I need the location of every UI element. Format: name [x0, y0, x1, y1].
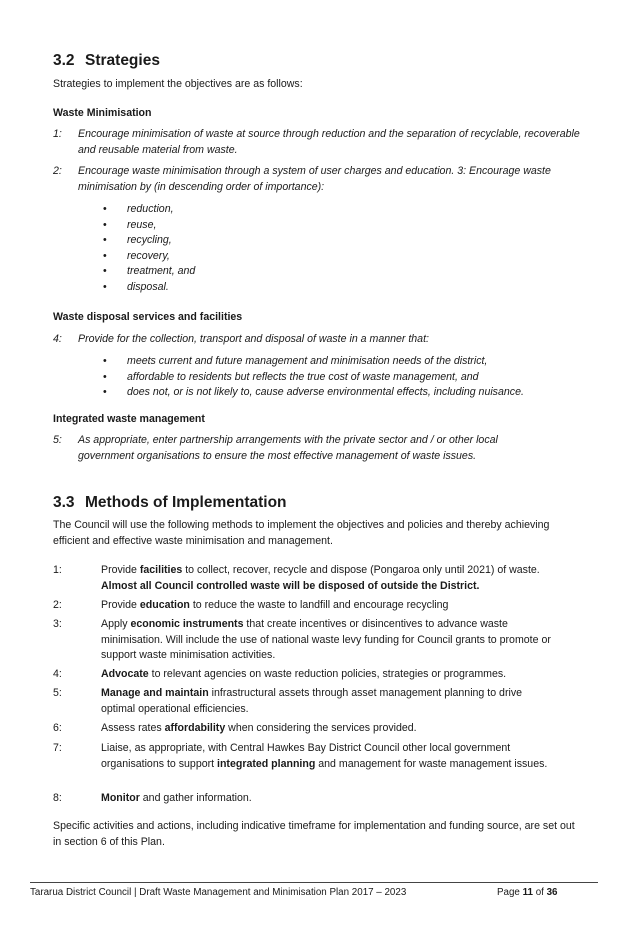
item-number: 1: [53, 564, 62, 576]
item-text: Encourage minimisation of waste at source through reduction and the separation of recyclable, recoverable and reusable material from waste. [78, 128, 580, 156]
item-number: 2: [53, 165, 62, 177]
item-number: 8: [53, 792, 62, 804]
emphasis: education [139, 599, 190, 611]
strategy-item-4 [53, 332, 588, 348]
item-text: Provide for the collection, transport and disposal of waste in a manner that: [78, 333, 429, 345]
method-item-6: 6: Assess rates affordability when considering the services provided. [53, 721, 553, 737]
item-text: As appropriate, enter partnership arrangements with the private sector and / or other local government organisations to ensure the most effective management of waste issues. [78, 434, 498, 462]
list-item: • does not, or is not likely to, cause adverse environmental effects, including nuisance. [103, 385, 524, 401]
emphasis: Advocate [101, 668, 149, 680]
strategy-item-1 [53, 127, 588, 158]
methods-closing: Specific activities and actions, including indicative timeframe for implementation and funding source, are set out in section 6 of this Plan. [53, 820, 575, 848]
subheading-waste-minimisation: Waste Minimisation [53, 107, 152, 119]
emphasis: Manage and maintain [101, 687, 209, 699]
subheading-integrated-management: Integrated waste management [53, 413, 205, 425]
item-number: 4: [53, 668, 62, 680]
item-text: Encourage waste minimisation through a system of user charges and education. 3: Encourage waste minimisation by (in descending order of importance): [78, 165, 551, 193]
emphasis: facilities [139, 564, 183, 576]
list-item: • recovery, [103, 249, 195, 265]
section-heading-methods [53, 494, 287, 512]
item-number: 7: [53, 742, 62, 754]
list-item: • meets current and future management and minimisation needs of the district, [103, 354, 524, 370]
footer-page-number: Page 11 of 36 [497, 887, 558, 898]
emphasis: integrated planning [217, 757, 316, 770]
strategies-intro: Strategies to implement the objectives are as follows: [53, 78, 303, 90]
disposal-criteria-list [103, 354, 524, 401]
item-number: 3: [53, 618, 62, 630]
method-item-4: 4: Advocate to relevant agencies on waste reduction policies, strategies or programmes. [53, 667, 553, 683]
emphasis: Monitor [101, 792, 140, 804]
list-item: • recycling, [103, 233, 195, 249]
section-number: 3.3 [53, 494, 75, 511]
section-number: 3.2 [53, 52, 75, 69]
total-pages: 36 [546, 887, 558, 898]
current-page: 11 [522, 887, 533, 898]
section-title: Strategies [85, 52, 160, 69]
section-heading-strategies [53, 52, 160, 70]
method-item-1: 1: Provide facilities to collect, recover, recycle and dispose (Pongaroa only until 2021) of waste. Almost all Council controlled waste will be disposed of outside the District. [53, 564, 540, 592]
methods-intro: The Council will use the following methods to implement the objectives and policies and thereby achieving efficient and effective waste minimisation and management. [53, 519, 550, 547]
footer-document-title: Tararua District Council | Draft Waste Management and Minimisation Plan 2017 – 2023 [30, 887, 407, 898]
method-item-5: 5: Manage and maintain infrastructural assets through asset management planning to drive optimal operational efficiencies. [53, 687, 523, 715]
emphasis: Almost all Council controlled waste will be disposed of outside the District. [101, 579, 480, 592]
list-item: • disposal. [103, 280, 195, 296]
waste-hierarchy-list [103, 202, 195, 295]
item-number: 1: [53, 128, 62, 140]
subheading-disposal-services: Waste disposal services and facilities [53, 311, 243, 323]
item-number: 4: [53, 333, 62, 345]
item-number: 6: [53, 722, 62, 734]
method-item-8: 8: Monitor and gather information. [53, 791, 553, 807]
strategy-item-2 [53, 164, 588, 195]
emphasis: economic instruments [130, 618, 244, 630]
method-item-3: 3: Apply economic instruments that create incentives or disincentives to advance waste minimisation. Will include the use of national waste levy funding for Council grants to promote or support waste minimisation activities. [53, 618, 551, 661]
list-item: • treatment, and [103, 264, 195, 280]
list-item: • reduction, [103, 202, 195, 218]
list-item: • affordable to residents but reflects the true cost of waste management, and [103, 370, 524, 386]
item-number: 5: [53, 687, 62, 699]
item-number: 5: [53, 434, 62, 446]
emphasis: affordability [164, 722, 226, 734]
footer-divider [30, 882, 598, 883]
strategy-item-5 [53, 433, 518, 464]
method-item-7: 7: Liaise, as appropriate, with Central Hawkes Bay District Council other local government organisations to support integrated planning and management for waste management issues. [53, 742, 548, 770]
list-item: • reuse, [103, 218, 195, 234]
section-title: Methods of Implementation [85, 494, 287, 511]
item-number: 2: [53, 599, 62, 611]
method-item-2: 2: Provide education to reduce the waste to landfill and encourage recycling [53, 598, 553, 614]
